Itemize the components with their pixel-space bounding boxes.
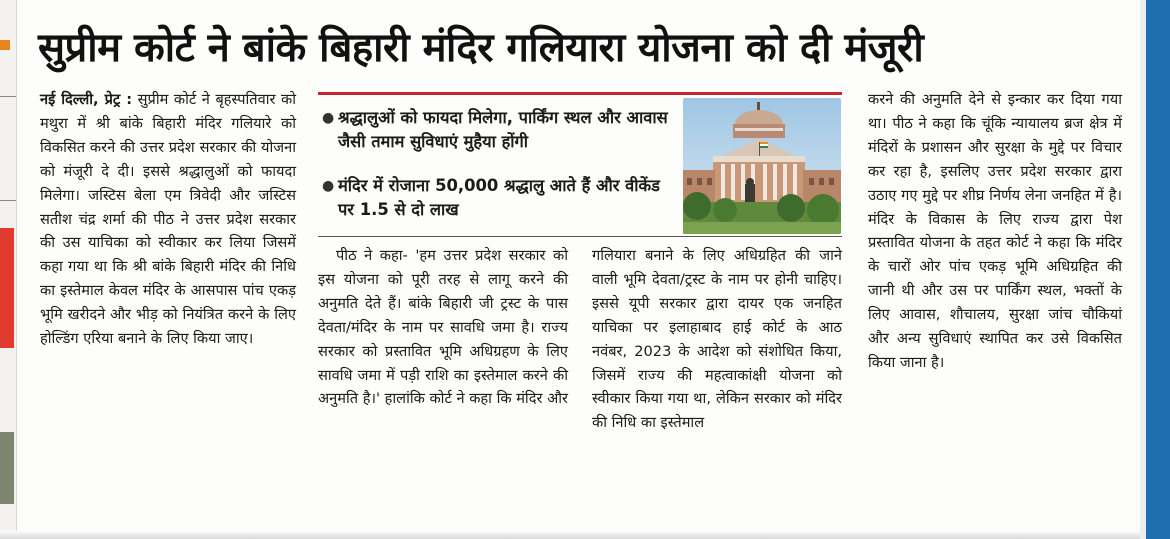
highlight-text: मंदिर में रोजाना 50,000 श्रद्धालु आते हैं और वीकेंड पर 1.5 से दो लाख — [338, 176, 660, 219]
article-column-1 — [40, 88, 296, 518]
adjacent-page-fragment — [0, 228, 14, 348]
highlight-item — [322, 106, 674, 154]
supreme-court-building-photo-art — [683, 98, 841, 234]
highlight-item — [322, 174, 674, 222]
page-border — [1146, 0, 1170, 539]
highlight-text: श्रद्धालुओं को फायदा मिलेगा, पार्किंग स्थल और आवास जैसी तमाम सुविधाएं मुहैया होंगी — [338, 108, 668, 151]
page-shadow — [0, 531, 1140, 539]
article-column-4: करने की अनुमति देने से इन्कार कर दिया गया था। पीठ ने कहा कि चूंकि न्यायालय ब्रज क्षेत्र में मंदिरों के प्रशासन और सुरक्षा के मुद्दे पर विचार कर रहा है, इसलिए उत्तर प्रदेश सरकार द्वारा उठाए गए मुद्दे पर शीघ्र निर्णय लेना जनहित में है। मंदिर के विकास के लिए राज्य द्वारा पेश प्रस्तावित योजना के तहत कोर्ट ने कहा कि मंदिर के चारों ओर पांच एकड़ भूमि अधिग्रहित की जानी थी और उस पर पार्किंग स्थल, भक्तों के लिए आवास, शौचालय, सुरक्षा जांच चौकियां और अन्य सुविधाएं स्थापित कर उसे विकसित किया जाना है। — [868, 91, 1122, 371]
bullet-dot-icon: ● — [322, 110, 335, 126]
highlight-top-rule — [318, 92, 842, 95]
adjacent-page-fragment — [0, 432, 14, 504]
bullet-dot-icon: ● — [322, 178, 335, 194]
article-text: सुप्रीम कोर्ट ने बृहस्पतिवार को मथुरा में श्री बांके बिहारी मंदिर गलियारे को विकसित करने की उत्तर प्रदेश सरकार की योजना को मंजूरी दे दी। इससे श्रद्धालुओं को फायदा मिलेगा। जस्टिस बेला एम त्रिवेदी और जस्टिस सतीश चंद्र शर्मा की पीठ ने उत्तर प्रदेश सरकार की उस याचिका को स्वीकार कर लिया जिसमें कहा गया था कि श्री बांके बिहारी मंदिर की निधि का इस्तेमाल केवल मंदिर के आसपास पांच एकड़ भूमि खरीदने और भीड़ को नियंत्रित करने के लिए होल्डिंग एरिया बनाने के लिए किया जाए। — [40, 91, 296, 348]
headline: सुप्रीम कोर्ट ने बांके बिहारी मंदिर गलियारा योजना को दी मंजूरी — [38, 25, 924, 71]
article-column-2: पीठ ने कहा- 'हम उत्तर प्रदेश सरकार को इस योजना को पूरी तरह से लागू करने की अनुमति देते हैं। बांके बिहारी जी ट्रस्ट के पास देवता/मंदिर के नाम पर सावधि जमा है। राज्य सरकार को प्रस्तावित भूमि अधिग्रहण के लिए सावधि जमा में पड़ी राशि का इस्तेमाल करने की अनुमति है।' हालांकि कोर्ट ने कहा कि मंदिर और — [318, 247, 568, 408]
dateline: नई दिल्ली, प्रेट्र : — [40, 91, 133, 108]
adjacent-page-rule — [0, 200, 16, 201]
highlight-bottom-rule — [318, 236, 842, 237]
adjacent-page-rule — [0, 96, 16, 97]
adjacent-page-fragment — [0, 40, 10, 50]
article-column-3: गलियारा बनाने के लिए अधिग्रहित की जाने वाली भूमि देवता/ट्रस्ट के नाम पर होनी चाहिए। इससे यूपी सरकार द्वारा दायर एक जनहित याचिका पर इलाहाबाद हाई कोर्ट के आठ नवंबर, 2023 के आदेश को संशोधित किया, जिसमें राज्य की महत्वाकांक्षी योजना को स्वीकार किया गया था, लेकिन सरकार को मंदिर की निधि का इस्तेमाल — [592, 247, 842, 432]
supreme-court-building-photo — [683, 98, 841, 234]
